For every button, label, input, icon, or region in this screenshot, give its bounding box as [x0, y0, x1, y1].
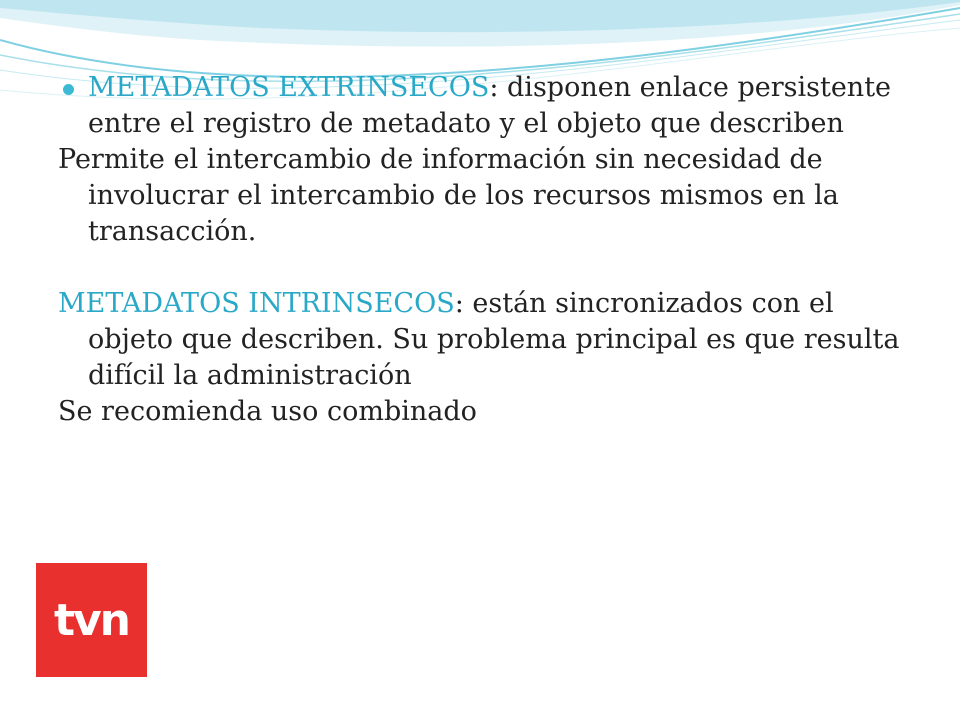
text-extrinsecos: : disponen enlace persistente entre el registro de metadato y el objeto que describen — [88, 72, 892, 139]
text-intrinsecos: : están sincronizados con el objeto que describen. Su problema principal es que resulta difícil la administración — [88, 288, 900, 391]
paragraph-extrinsecos — [58, 70, 908, 142]
slide-body — [58, 70, 908, 430]
paragraph-intrinsecos — [58, 286, 908, 394]
spacer — [58, 250, 908, 286]
paragraph-intercambio: Permite el intercambio de información sin necesidad de involucrar el intercambio de los recursos mismos en la transacción. — [58, 144, 839, 247]
keyword-extrinsecos: METADATOS EXTRINSECOS — [88, 72, 490, 103]
bullet-icon — [63, 84, 74, 95]
keyword-intrinsecos: METADATOS INTRINSECOS — [58, 288, 455, 319]
tvn-logo — [36, 563, 147, 677]
tvn-logo-text: tvn — [53, 594, 130, 646]
paragraph-recomendacion: Se recomienda uso combinado — [58, 396, 477, 427]
